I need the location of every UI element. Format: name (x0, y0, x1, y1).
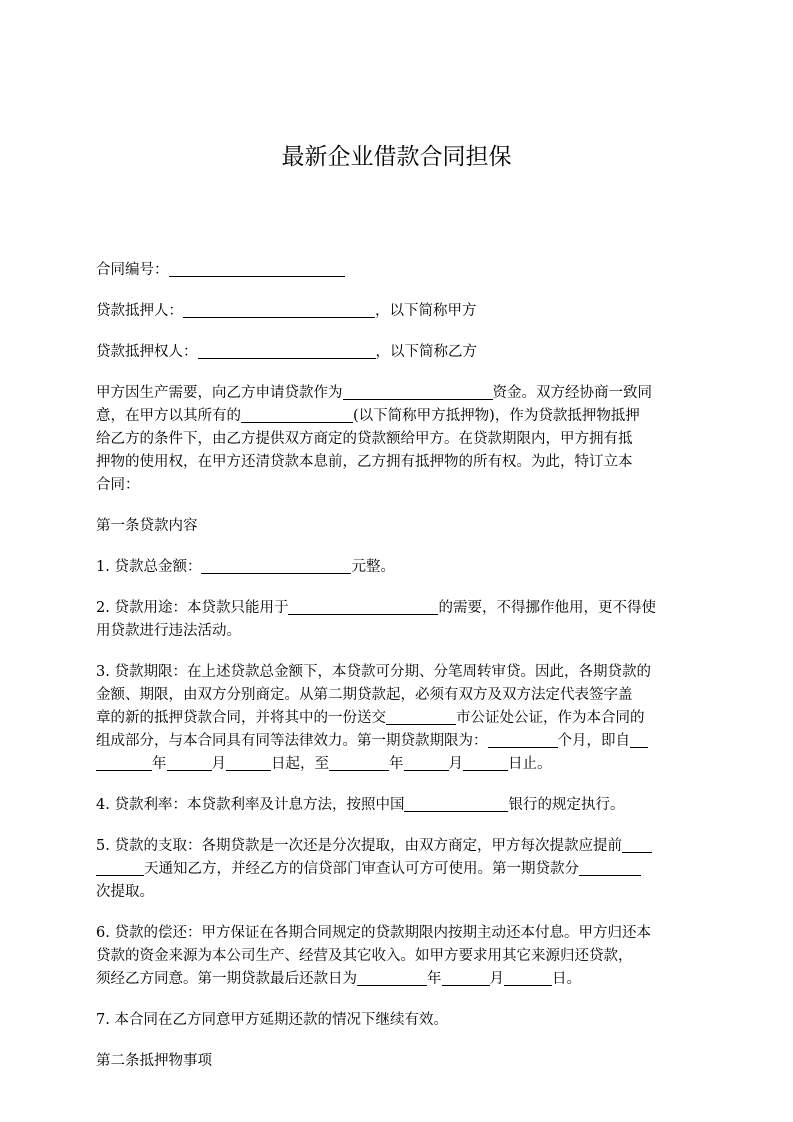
end-month-blank[interactable] (404, 754, 449, 771)
start-year-blank-cont[interactable] (96, 754, 152, 771)
intro-line: 押物的使用权，在甲方还清贷款本息前，乙方拥有抵押物的所有权。为此，特订立本 (96, 454, 633, 470)
end-day-blank[interactable] (463, 754, 508, 771)
repay-day-blank[interactable] (504, 969, 552, 986)
pledgee-blank[interactable] (198, 342, 376, 359)
end-year-blank[interactable] (329, 754, 389, 771)
loan-use-blank[interactable] (288, 598, 438, 615)
document-title: 最新企业借款合同担保 (281, 144, 512, 170)
pledgor-line: 贷款抵押人： ，以下简称甲方 (96, 303, 477, 319)
term-months-blank[interactable] (488, 731, 558, 748)
repay-month-blank[interactable] (442, 969, 490, 986)
intro-line: 意，在甲方以其所有的 (以下简称甲方抵押物)，作为贷款抵押物抵押 (96, 408, 640, 424)
clause-5: 5. 贷款的支取：各期贷款是一次还是分次提取，由双方商定，甲方每次提款应提前 (96, 835, 700, 858)
article-2-heading: 第二条抵押物事项 (96, 1053, 212, 1069)
pledgee-line: 贷款抵押权人： ，以下简称乙方 (96, 344, 477, 360)
notary-city-blank[interactable] (386, 708, 456, 725)
clause-3-cont: 章的新的抵押贷款合同，并将其中的一份送交 市公证处公证，作为本合同的 (96, 710, 645, 726)
start-year-blank[interactable] (630, 731, 648, 748)
start-day-blank[interactable] (226, 754, 271, 771)
clause-6-cont: 须经乙方同意。第一期贷款最后还款日为 年 月 日。 (96, 971, 581, 987)
clause-3-cont: 年 月 日起，至 年 月 日止。 (96, 753, 700, 776)
contract-number-line: 合同编号： (96, 259, 700, 282)
clause-5-cont: 次提取。 (96, 884, 154, 900)
clause-5-cont: 天通知乙方，并经乙方的信贷部门审查认可方可使用。第一期贷款分 (96, 858, 700, 881)
notice-days-blank[interactable] (622, 836, 652, 853)
intro-line: 甲方因生产需要，向乙方申请贷款作为 资金。双方经协商一致同 (96, 385, 652, 401)
clause-2: 2. 贷款用途：本贷款只能用于 的需要，不得挪作他用，更不得使 (96, 600, 656, 616)
pledgor-blank[interactable] (183, 301, 375, 318)
collateral-blank[interactable] (241, 406, 353, 423)
notice-days-blank-cont[interactable] (96, 859, 144, 876)
clause-6-cont: 贷款的资金来源为本公司生产、经营及其它收入。如甲方要求用其它来源归还贷款， (96, 948, 633, 964)
clause-1: 1. 贷款总金额： 元整。 (96, 559, 395, 575)
loan-amount-blank[interactable] (201, 557, 351, 574)
document-body (96, 259, 700, 1073)
clause-3-cont: 组成部分，与本合同具有同等法律效力。第一期贷款期限为： 个月，即自 (96, 730, 700, 753)
intro-line: 合同： (96, 477, 140, 493)
clause-3: 3. 贷款期限：在上述贷款总金额下，本贷款可分期、分笔周转审贷。因此，各期贷款的 (96, 664, 651, 680)
clause-3-cont: 金额、期限，由双方分别商定。从第二期贷款起，必须有双方及双方法定代表签字盖 (96, 687, 633, 703)
clause-6: 6. 贷款的偿还：甲方保证在各期合同规定的贷款期限内按期主动还本付息。甲方归还本 (96, 925, 651, 941)
clause-7: 7. 本合同在乙方同意甲方延期还款的情况下继续有效。 (96, 1012, 448, 1028)
article-1-heading: 第一条贷款内容 (96, 518, 198, 534)
intro-line: 给乙方的条件下，由乙方提供双方商定的贷款额给甲方。在贷款期限内，甲方拥有抵 (96, 431, 633, 447)
bank-name-blank[interactable] (404, 795, 508, 812)
clause-4: 4. 贷款利率：本贷款利率及计息方法，按照中国 银行的规定执行。 (96, 797, 625, 813)
contract-number-blank[interactable] (169, 260, 345, 277)
purpose-blank[interactable] (343, 383, 493, 400)
clause-2-cont: 用贷款进行违法活动。 (96, 623, 241, 639)
draw-count-blank[interactable] (579, 859, 641, 876)
start-month-blank[interactable] (167, 754, 212, 771)
repay-year-blank[interactable] (357, 969, 427, 986)
